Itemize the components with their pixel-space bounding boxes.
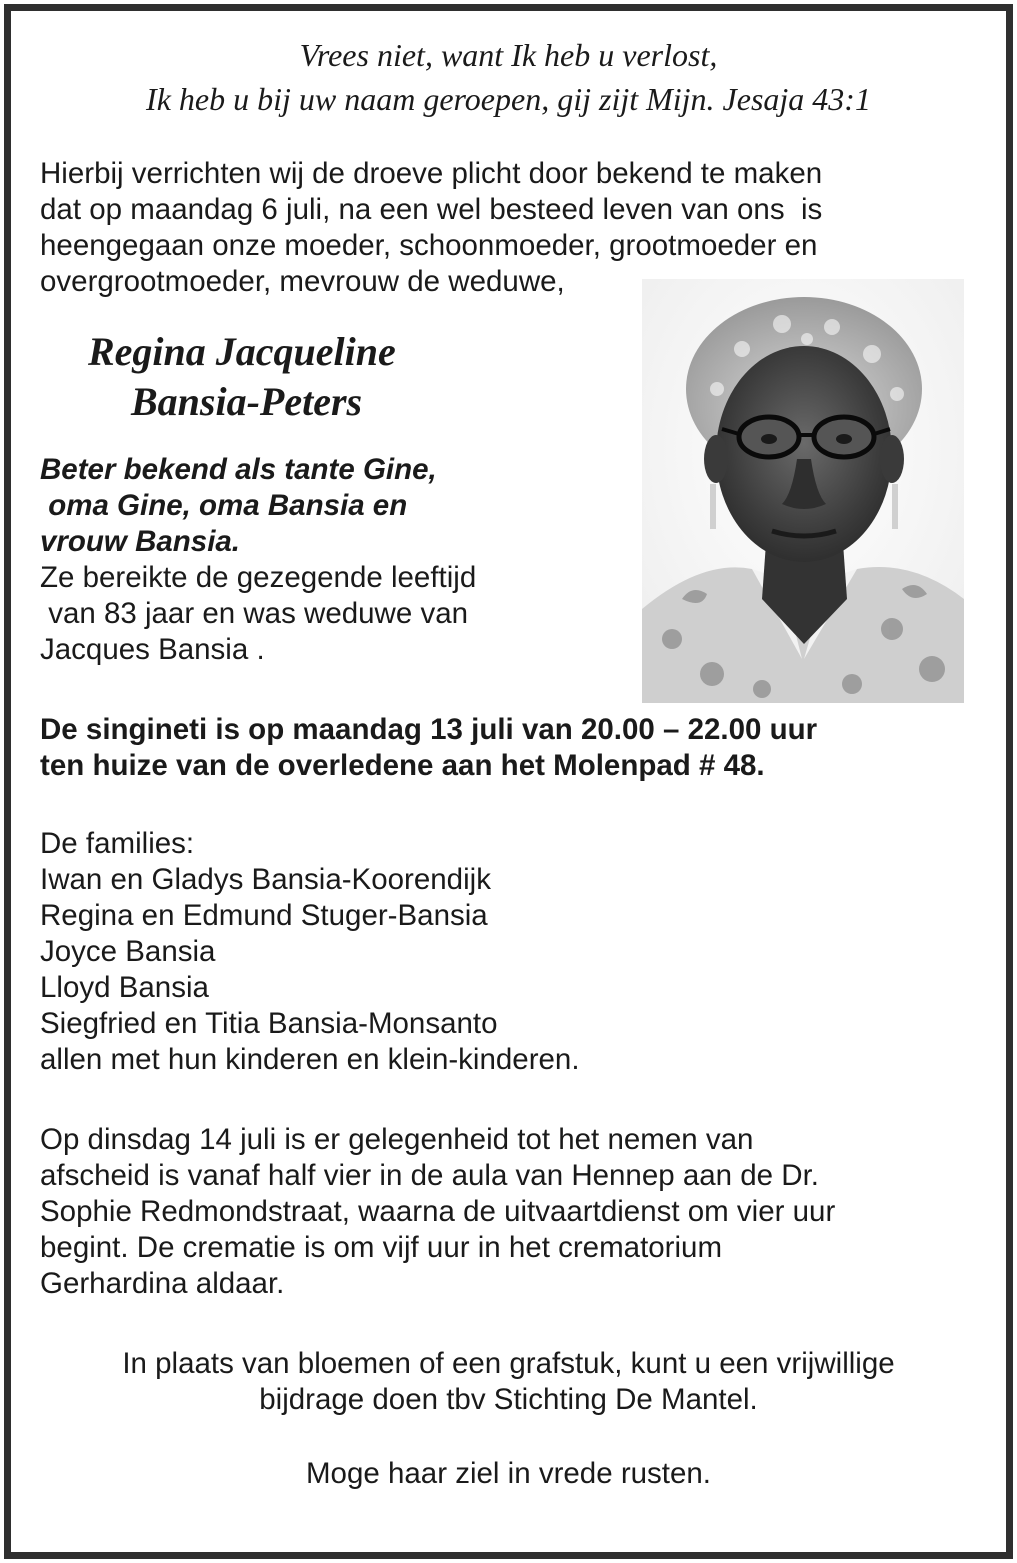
family-member: Siegfried en Titia Bansia-Monsanto	[40, 1007, 498, 1040]
farewell-line: afscheid is vanaf half vier in de aula van Hennep aan de Dr.	[40, 1159, 819, 1192]
known-as-line: oma Gine, oma Bansia en	[40, 489, 408, 522]
farewell-line: Gerhardina aldaar.	[40, 1267, 285, 1300]
families-heading: De families:	[40, 827, 195, 860]
donation-line: bijdrage doen tbv Stichting De Mantel.	[259, 1383, 758, 1416]
intro-line: Hierbij verrichten wij de droeve plicht door bekend te maken	[40, 157, 823, 190]
verse-line-1: Vrees niet, want Ik heb u verlost,	[299, 37, 718, 73]
closing-line: Moge haar ziel in vrede rusten.	[305, 1457, 712, 1490]
age-line: van 83 jaar en was weduwe van	[40, 597, 469, 630]
deceased-name-first: Regina Jacqueline	[88, 329, 396, 374]
family-member: Regina en Edmund Stuger-Bansia	[40, 899, 488, 932]
known-as-line: Beter bekend als tante Gine,	[40, 453, 437, 486]
age-line: Jacques Bansia .	[40, 633, 265, 666]
intro-line: overgrootmoeder, mevrouw de weduwe,	[40, 265, 565, 298]
deceased-name-last: Bansia-Peters	[131, 379, 363, 424]
intro-line: dat op maandag 6 juli, na een wel besteed leven van ons is	[40, 193, 823, 226]
age-line: Ze bereikte de gezegende leeftijd	[40, 561, 477, 594]
farewell-line: Op dinsdag 14 juli is er gelegenheid tot het nemen van	[40, 1123, 754, 1156]
deceased-portrait-photo	[642, 279, 964, 703]
family-member: allen met hun kinderen en klein-kinderen.	[40, 1043, 580, 1076]
donation-line: In plaats van bloemen of een grafstuk, kunt u een vrijwillige	[122, 1347, 895, 1380]
singineti-line: De singineti is op maandag 13 juli van 20.00 – 22.00 uur	[40, 713, 818, 746]
family-member: Iwan en Gladys Bansia-Koorendijk	[40, 863, 491, 896]
farewell-line: begint. De crematie is om vijf uur in het crematorium	[40, 1231, 723, 1264]
singineti-line: ten huize van de overledene aan het Molenpad # 48.	[40, 749, 765, 782]
verse-line-2: Ik heb u bij uw naam geroepen, gij zijt Mijn. Jesaja 43:1	[146, 81, 871, 117]
family-member: Joyce Bansia	[40, 935, 216, 968]
family-member: Lloyd Bansia	[40, 971, 209, 1004]
farewell-line: Sophie Redmondstraat, waarna de uitvaartdienst om vier uur	[40, 1195, 836, 1228]
intro-line: heengegaan onze moeder, schoonmoeder, grootmoeder en	[40, 229, 818, 262]
known-as-line: vrouw Bansia.	[40, 525, 241, 558]
